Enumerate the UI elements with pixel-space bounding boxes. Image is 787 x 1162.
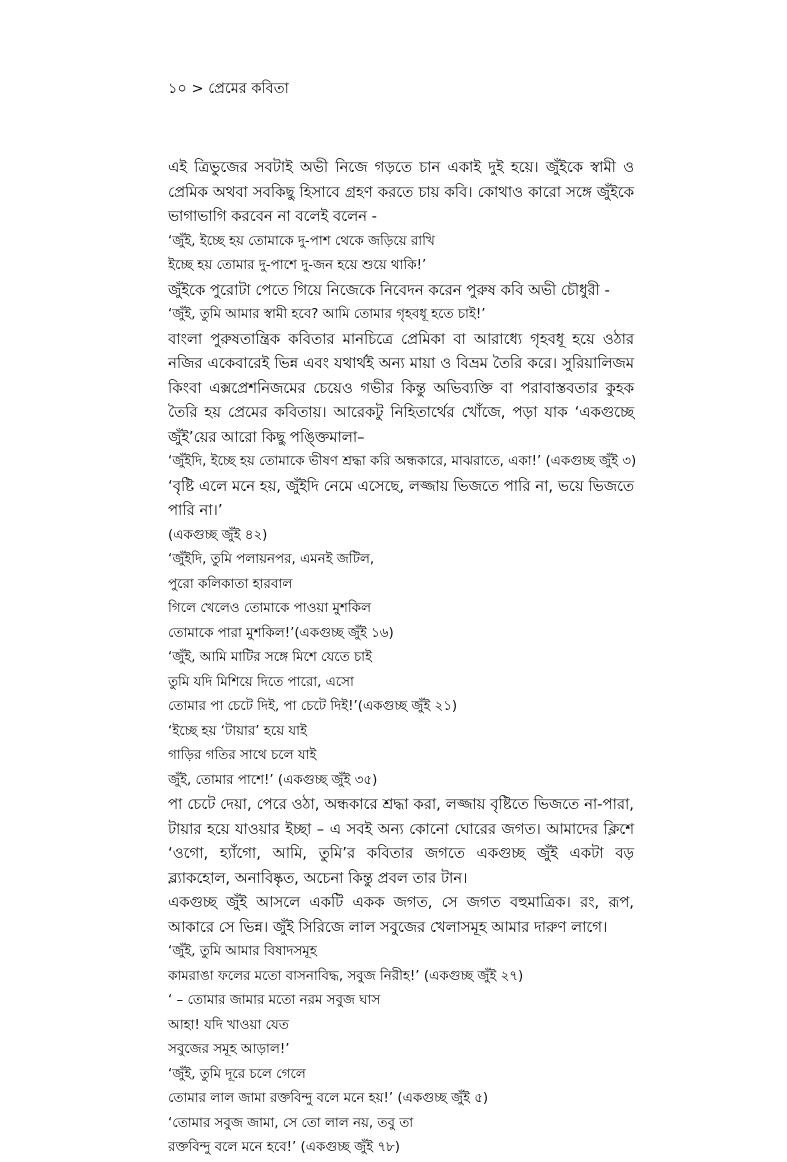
- verse-line: কামরাঙা ফলের মতো বাসনাবিদ্ধ, সবুজ নিরীহ!’ (একগুচ্ছ জুঁই ২৭): [168, 968, 524, 984]
- paragraph: পা চেটে দেয়া, পেরে ওঠা, অন্ধকারে শ্রদ্ধা করা, লজ্জায় বৃষ্টিতে ভিজতে না-পারা, টায়ার হয়ে যাওয়ার ইচ্ছা – এ সবই অন্য কোনো ঘোরের জগত। আমাদের ক্লিশে ‘ওগো, হ্যাঁগো, আমি, তুমি’র কবিতার জগতে একগুচ্ছ জুঁই একটা বড় ব্ল্যাকহোল, অনাবিষ্কৃত, অচেনা কিন্তু প্রবল তার টান।: [168, 796, 634, 887]
- verse-line: ‘তোমার সবুজ জামা, সে তো লাল নয়, তবু তা: [168, 1115, 414, 1131]
- verse-line: ‘জুঁইদি, তুমি পলায়নপর, এমনই জটিল,: [168, 552, 375, 567]
- verse-line: ‘ইচ্ছে হয় ‘টায়ার’ হয়ে যাই: [168, 723, 307, 739]
- verse-line: তুমি যদি মিশিয়ে দিতে পারো, এসো: [168, 674, 354, 690]
- verse-line: ‘জুঁইদি, ইচ্ছে হয় তোমাকে ভীষণ শ্রদ্ধা করি অন্ধকারে, মাঝরাতে, একা!’ (একগুচ্ছ জুঁই ৩): [168, 454, 637, 469]
- verse-line: ‘জুঁই, আমি মাটির সঙ্গে মিশে যেতে চাই: [168, 650, 373, 665]
- verse-line: আহা! যদি খাওয়া যেত: [168, 1017, 289, 1033]
- verse-line: জুঁই, তোমার পাশে!’ (একগুচ্ছ জুঁই ৩৫): [168, 772, 378, 788]
- verse-line: সবুজের সমূহ আড়াল!’: [168, 1042, 290, 1057]
- verse-line: গাড়ির গতির সাথে চলে যাই: [168, 748, 317, 763]
- paragraph: ‘বৃষ্টি এলে মনে হয়, জুঁইদি নেমে এসেছে, লজ্জায় ভিজতে পারি না, ভয়ে ভিজতে পারি না।’: [168, 477, 634, 519]
- book-title: প্রেমের কবিতা: [208, 81, 289, 97]
- verse-block: [168, 524, 634, 794]
- page-body: [168, 156, 637, 1161]
- verse-line: গিলে খেলেও তোমাকে পাওয়া মুশকিল: [168, 601, 371, 616]
- verse-line: ‘জুঁই, তুমি আমার বিষাদসমূহ: [168, 944, 317, 959]
- paragraph: এই ত্রিভুজের সবটাই অভী নিজে গড়তে চান একাই দুই হয়ে। জুঁইকে স্বামী ও প্রেমিক অথবা সবকিছু হিসাবে গ্রহণ করতে চায় কবি। কোথাও কারো সঙ্গে জুঁইকে ভাগাভাগি করবেন না বলেই বলেন -: [168, 159, 634, 225]
- verse-block: [168, 303, 634, 328]
- verse-line: তোমার পা চেটে দিই, পা চেটে দিই!’(একগুচ্ছ জুঁই ২১): [168, 699, 458, 714]
- verse-block: [168, 450, 637, 475]
- verse-line: ‘জুঁই, তুমি আমার স্বামী হবে? আমি তোমার গৃহবধূ হতে চাই!’: [168, 307, 486, 322]
- verse-line: ‘ – তোমার জামার মতো নরম সবুজ ঘাস: [168, 993, 381, 1008]
- verse-block: [168, 940, 634, 1161]
- verse-line: তোমাকে পারা মুশকিল!’(একগুচ্ছ জুঁই ১৬): [168, 625, 394, 641]
- paragraph: জুঁইকে পুরোটা পেতে গিয়ে নিজেকে নিবেদন করেন পুরুষ কবি অভী চৌধুরী -: [168, 281, 610, 299]
- verse-line: পুরো কলিকাতা হারবাল: [168, 576, 293, 592]
- verse-line: ‘জুঁই, ইচ্ছে হয় তোমাকে দু-পাশ থেকে জড়িয়ে রাখি: [168, 233, 435, 249]
- verse-line: ইচ্ছে হয় তোমার দু-পাশে দু-জন হয়ে শুয়ে থাকি!’: [168, 258, 427, 273]
- verse-block: [168, 230, 634, 279]
- verse-line: তোমার লাল জামা রক্তবিন্দু বলে মনে হয়!’ (একগুচ্ছ জুঁই ৫): [168, 1091, 489, 1106]
- running-header: [168, 78, 289, 102]
- verse-line: (একগুচ্ছ জুঁই ৪২): [168, 527, 268, 543]
- verse-line: ‘জুঁই, তুমি দূরে চলে গেলে: [168, 1066, 306, 1082]
- paragraph: বাংলা পুরুষতান্ত্রিক কবিতার মানচিত্রে প্রেমিকা বা আরাধ্যে গৃহবধূ হয়ে ওঠার নজির একেবারেই ভিন্ন এবং যথার্থই অন্য মায়া ও বিভ্রম তৈরি করে। সুরিয়ালিজম কিংবা এক্সপ্রেশনিজমের চেয়েও গভীর কিন্তু অভিব্যক্তি বা পরাবাস্তবতার কুহক তৈরি হয় প্রেমের কবিতায়। আরেকটু নিহিতার্থের খোঁজে, পড়া যাক ‘একগুচ্ছে জুঁই’য়ের আরো কিছু পঙ্ক্তিমালা–: [168, 330, 634, 446]
- page-number: ১০: [168, 81, 187, 97]
- paragraph: একগুচ্ছ জুঁই আসলে একটি একক জগত, সে জগত বহুমাত্রিক। রং, রূপ, আকারে সে ভিন্ন। জুঁই সিরিজে লাল সবুজের খেলাসমূহ আমার দারুণ লাগে।: [168, 894, 634, 936]
- verse-line: রক্তবিন্দু বলে মনে হবে!’ (একগুচ্ছ জুঁই ৭৮): [168, 1140, 400, 1155]
- header-separator: >: [191, 81, 204, 97]
